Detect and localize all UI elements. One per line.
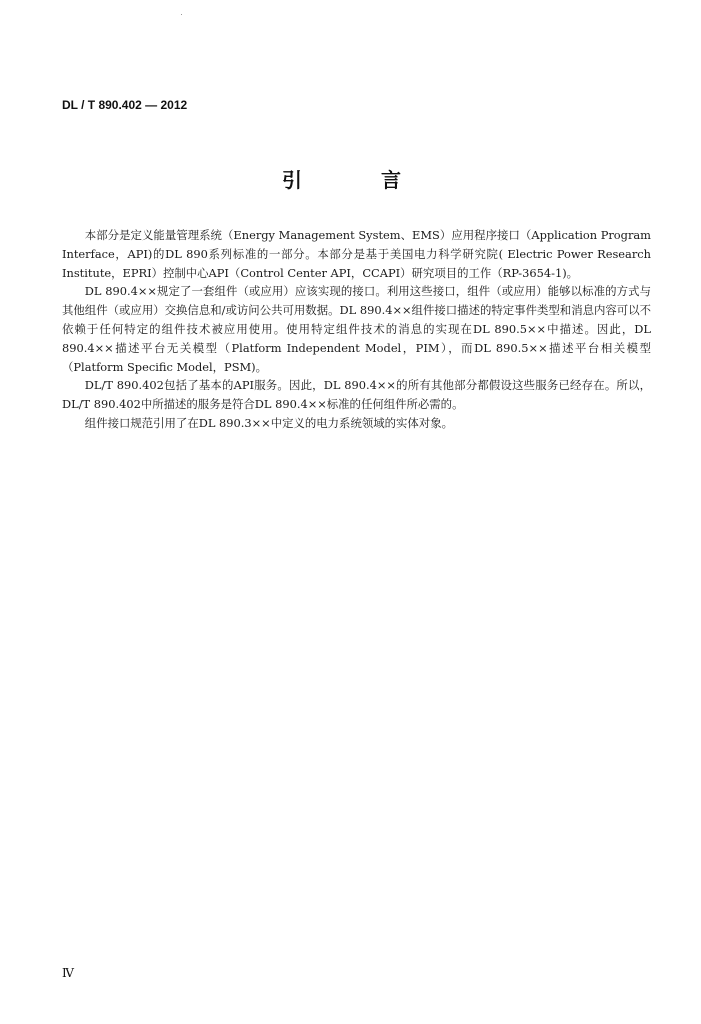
paragraph-1: 本部分是定义能量管理系统（Energy Management System、EMS）应用程序接口（Application Program Interface，API)的DL 890系列标准的一部分。本部分是基于美国电力科学研究院( Electric Power Research Institute，EPRI）控制中心API（Control Center API，CCAPI）研究项目的工作（RP-3654-1)。 — [62, 228, 651, 280]
paragraph-2: DL 890.4××规定了一套组件（或应用）应该实现的接口。利用这些接口，组件（或应用）能够以标准的方式与其他组件（或应用）交换信息和/或访问公共可用数据。DL 890.4××组件接口描述的特定事件类型和消息内容可以不依赖于任何特定的组件技术被应用使用。使用特定组件技术的消息的实现在DL 890.5××中描述。因此，DL 890.4××描述平台无关模型（Platform Independent Model，PIM），而DL 890.5××描述平台相关模型（Platform Specific Model，PSM)。 — [62, 284, 651, 374]
paragraph-3: DL/T 890.402包括了基本的API服务。因此，DL 890.4××的所有其他部分都假设这些服务已经存在。所以，DL/T 890.402中所描述的服务是符合DL 890.4××标准的任何组件所必需的。 — [62, 378, 651, 412]
introduction-body — [62, 226, 651, 433]
scan-speck — [181, 14, 182, 15]
standard-number-header: DL / T 890.402 — 2012 — [62, 98, 188, 112]
section-title: 引 言 — [282, 168, 437, 192]
page-number: Ⅳ — [62, 966, 74, 980]
paragraph-4: 组件接口规范引用了在DL 890.3××中定义的电力系统领域的实体对象。 — [84, 415, 453, 430]
